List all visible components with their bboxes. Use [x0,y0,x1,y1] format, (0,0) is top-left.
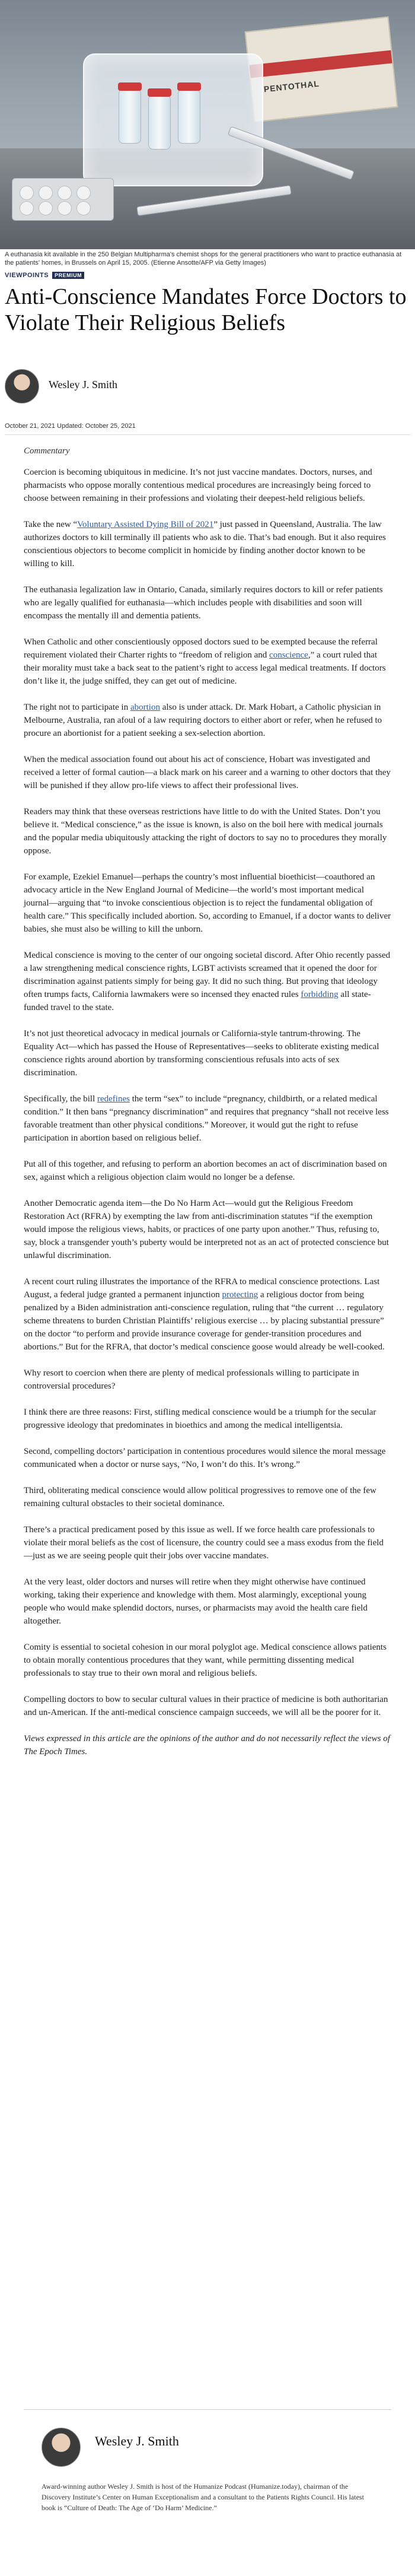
article-paragraph: At the very least, older doctors and nurses will retire when they might otherwise have continued working, taking their experience and knowledge with them. Most alarmingly, exceptional young people who would make splendid doctors, nurses, or pharmacists may avoid the health care field altogether. [24,1577,368,1626]
inline-link[interactable]: redefines [97,1094,130,1104]
article-paragraph: Third, obliterating medical conscience would allow political progressives to remove one of the few remaining cultural obstacles to their societal dominance. [24,1486,376,1508]
premium-badge: PREMIUM [52,272,84,279]
inline-link[interactable]: protecting [222,1290,258,1300]
vial [148,95,171,150]
article-paragraph: Coercion is becoming ubiquitous in medicine. It’s not just vaccine mandates. Doctors, nurses, and pharmacists who oppose morally contentious medical procedures are increasingly being forced to choose between remaining in their professions and violating their deepest-held religious beliefs. [24,468,372,503]
hero-image [0,0,415,249]
article-paragraph: When Catholic and other conscientiously opposed doctors sued to be exempted because the referral requirement violated their Charter rights to “freedom of religion and conscience,” a court ruled that their morality must take a back seat to the patient’s right to access legal medical treatments. If doctors don’t like it, the judge sniffed, they can get out of medicine. [24,637,386,686]
article-paragraph: Compelling doctors to bow to secular cultural values in their practice of medicine is both authoritarian and un-American. If the anti-medical conscience campaign succeeds, we will all be the poorer for it. [24,1695,388,1717]
author-bio-box [24,2409,391,2558]
inline-link[interactable]: abortion [130,703,160,712]
article-paragraph: The right not to participate in abortion also is under attack. Dr. Mark Hobart, a Catholic physician in Melbourne, Australia, ran afoul of a law requiring doctors to either abort or refer, when he refused to procure an abortionist for a patient seeking a sex-selection abortion. [24,703,382,738]
article-paragraph: Second, compelling doctors’ participation in contentious procedures would silence the moral message communicated when a doctor or nurse says, “No, I won’t do this. It’s wrong.” [24,1447,386,1469]
medicine-box [245,17,398,123]
author-avatar[interactable] [5,369,39,404]
article-paragraph: It’s not just theoretical advocacy in medical journals or California-style tantrum-throwing. The Equality Act—which has passed the House of Representatives—seeks to obliterate existing medical conscience rights around abortion by transforming conscientious refusals into acts of sex discrimination. [24,1029,379,1078]
page-title: Anti-Conscience Mandates Force Doctors to Violate Their Religious Beliefs [5,284,407,335]
vial [119,89,141,144]
article-paragraph: I think there are three reasons: First, stifling medical conscience would be a triumph for the secular progressive ideology that predominates in bioethics and among the medical intelligentsia. [24,1408,376,1430]
article-paragraph: Put all of this together, and refusing to perform an abortion becomes an act of discrimination based on sex, against which a religious objection claim would no longer be a defense. [24,1160,387,1182]
article-paragraph: A recent court ruling illustrates the importance of the RFRA to medical conscience protections. Last August, a federal judge granted a permanent injunction protecting a religious doctor from being penalized by a Biden administration anti-conscience regulation, ruling that “the current … regulatory scheme threatens to burden Christian Plaintiffs’ religious exercise … by placing substantial pressure” on the doctor “to perform and provide insurance coverage for gender-transition procedures and abortions.” But for the RFRA, that doctor’s medical conscience goose would already be well-cooked. [24,1277,385,1352]
article-paragraph: There’s a practical predicament posed by this issue as well. If we force health care professionals to violate their moral beliefs as the cost of licensure, the country could see a mass exodus from the field—just as we are seeing people quit their jobs over vaccine mandates. [24,1525,384,1561]
plastic-kit-bag [83,53,263,186]
commentary-label: Commentary [24,446,70,456]
author-byline [5,369,408,405]
box-label: PENTOTHAL [263,78,320,94]
section-tag [5,272,84,279]
image-caption: A euthanasia kit available in the 250 Belgian Multipharma's chemist shops for the general practitioners who want to practice euthanasia at the patients' homes, in Brussels on April 15, 2005. (Etienne Ansotte/AFP via Getty Images) [5,251,402,266]
article-paragraph: Comity is essential to societal cohesion in our moral polyglot age. Medical conscience allows patients to obtain morally contentious procedures that they want, while permitting dissenting medical professionals to stay true to their own moral and religious beliefs. [24,1643,387,1678]
article-paragraph: The euthanasia legalization law in Ontario, Canada, similarly requires doctors to kill or refer patients who are legally qualified for euthanasia—which includes people with disabilities and soon will encompass the mentally ill and dementia patients. [24,585,383,621]
inline-link[interactable]: Voluntary Assisted Dying Bill of 2021 [77,520,214,529]
pill-blister [12,178,114,221]
author-name-link[interactable]: Wesley J. Smith [49,379,118,390]
article-paragraph: For example, Ezekiel Emanuel—perhaps the country’s most influential bioethicist—coauthored an advocacy article in the New England Journal of Medicine—the world’s most important medical journal—arguing that “to invoke conscientious objection is to reject the fundamental obligation of health care.” This specifically included abortion. So, according to Emanuel, if a doctor wants to deliver babies, she must also be willing to kill the unborn. [24,872,391,934]
inline-link[interactable]: forbidding [301,990,339,999]
article-paragraph: Why resort to coercion when there are plenty of medical professionals willing to participate in controversial procedures? [24,1368,359,1391]
publish-dates: October 21, 2021 Updated: October 25, 2021 [5,423,136,430]
article-paragraph: Medical conscience is moving to the center of our ongoing societal discord. After Ohio recently passed a law strengthening medical conscience rights, LGBT activists screamed that it opened the door for discrimination against patients simply for being gay. It did no such thing. But proving that ideology often trumps facts, California lawmakers were so incensed they enacted rules forbidding all state-funded travel to the state. [24,951,391,1012]
divider [5,434,410,435]
box-red-strip [250,50,392,78]
article-paragraph: Specifically, the bill redefines the term “sex” to include “pregnancy, childbirth, or a related medical condition.” It then bans “pregnancy discrimination” and requires that pregnancy “shall not receive less favorable treatment than other physical conditions.” Moreover, it would gut the right to refuse participation in abortion based on religious belief. [24,1094,389,1143]
opinion-disclaimer: Views expressed in this article are the opinions of the author and do not necessarily reflect the views of The Epoch Times. [24,1734,390,1756]
article-paragraph: Another Democratic agenda item—the Do No Harm Act—would gut the Religious Freedom Restoration Act (RFRA) by exempting the law from anti-discrimination statutes “if the exemption would impose the religious views, habits, or practices of one party upon another.” Thus, refusing to, say, block a transgender youth’s puberty would be interpreted not as an act of protected conscience but unlawful discrimination. [24,1199,389,1260]
article-paragraph: Readers may think that these overseas restrictions have little to do with the United States. Don’t you believe it. “Medical conscience,” as the issue is known, is also on the boil here with medical journals and the popular media ubiquitously attacking the right of doctors to say no to procedures they morally oppose. [24,807,387,856]
article-paragraph: When the medical association found out about his act of conscience, Hobart was investigated and received a letter of formal caution—a black mark on his career and a warning to other doctors that they will be punished if they allow pro-life views to affect their professional lives. [24,755,391,790]
article-body [24,466,391,1771]
bio-avatar[interactable] [42,2428,81,2467]
vial [178,89,200,144]
inline-link[interactable]: conscience [269,650,308,660]
section-link[interactable]: VIEWPOINTS [5,272,49,279]
bio-name[interactable]: Wesley J. Smith [95,2434,179,2448]
bio-text: Award-winning author Wesley J. Smith is host of the Humanize Podcast (Humanize.today), chairman of the Discovery Institute’s Center on Human Exceptionalism and a consultant to the Patients Rights Council. His latest book is “Culture of Death: The Age of ‘Do Harm’ Medicine.” [42,2482,364,2512]
article-paragraph: Take the new “Voluntary Assisted Dying Bill of 2021” just passed in Queensland, Australia. The law authorizes doctors to kill terminally ill patients who ask to die. That’s bad enough. But it also requires conscientious objectors to become complicit in homicide by finding another doctor known to be willing to kill. [24,520,386,568]
